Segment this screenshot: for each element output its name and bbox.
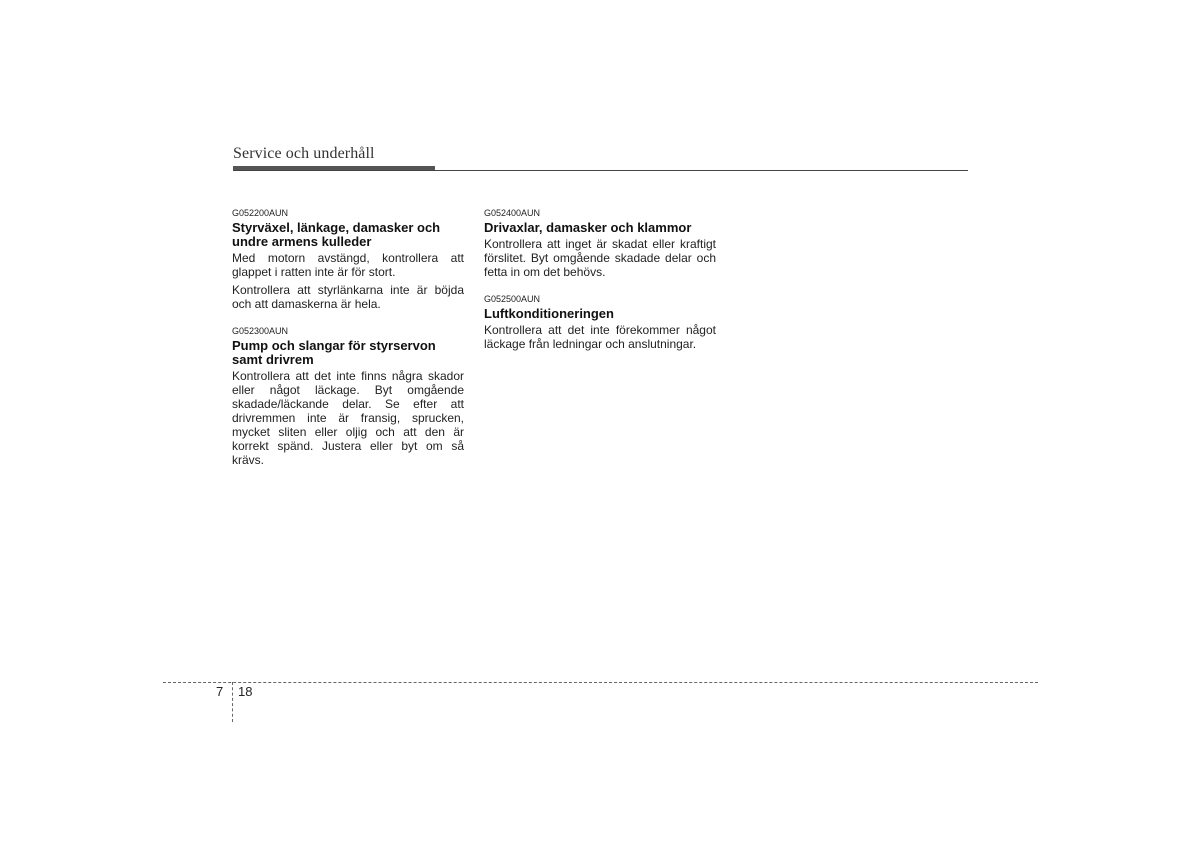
footer-divider: [232, 682, 233, 722]
section-paragraph: Med motorn avstängd, kontrollera att glappet i ratten inte är för stort.: [232, 251, 464, 279]
footer-rule: [163, 682, 1038, 683]
section-code: G052200AUN: [232, 208, 289, 218]
section-heading: Styrväxel, länkage, damasker och undre armens kulleder: [232, 220, 441, 249]
section-paragraph: Kontrollera att styrlänkarna inte är böjda och att damaskerna är hela.: [232, 283, 464, 311]
section-drive-shafts: [484, 207, 716, 279]
section-paragraph: Kontrollera att inget är skadat eller kraftigt förslitet. Byt omgående skadade delar och fetta in om det behövs.: [484, 237, 716, 279]
page-header-title: Service och underhåll: [233, 145, 375, 162]
section-code: G052400AUN: [484, 208, 541, 218]
right-column: [484, 207, 716, 365]
chapter-number: 7: [216, 684, 224, 699]
section-paragraph: Kontrollera att det inte förekommer något läckage från ledningar och anslutningar.: [484, 323, 716, 351]
header-rule: [233, 170, 968, 171]
section-heading: Drivaxlar, damasker och klammor: [484, 220, 692, 235]
section-code: G052300AUN: [232, 326, 289, 336]
section-air-conditioning: [484, 293, 716, 351]
section-heading: Pump och slangar för styrservon samt drivrem: [232, 338, 436, 367]
section-heading: Luftkonditioneringen: [484, 306, 614, 321]
section-power-steering: [232, 325, 464, 467]
page-number: 18: [238, 684, 253, 699]
left-column: [232, 207, 464, 481]
section-steering: [232, 207, 464, 311]
section-paragraph: Kontrollera att det inte finns några skador eller något läckage. Byt omgående skadade/läckande delar. Se efter att drivremmen inte är fransig, sprucken, mycket sliten eller oljig och att den är korrekt spänd. Justera eller byt om så krävs.: [232, 369, 464, 467]
section-code: G052500AUN: [484, 294, 541, 304]
